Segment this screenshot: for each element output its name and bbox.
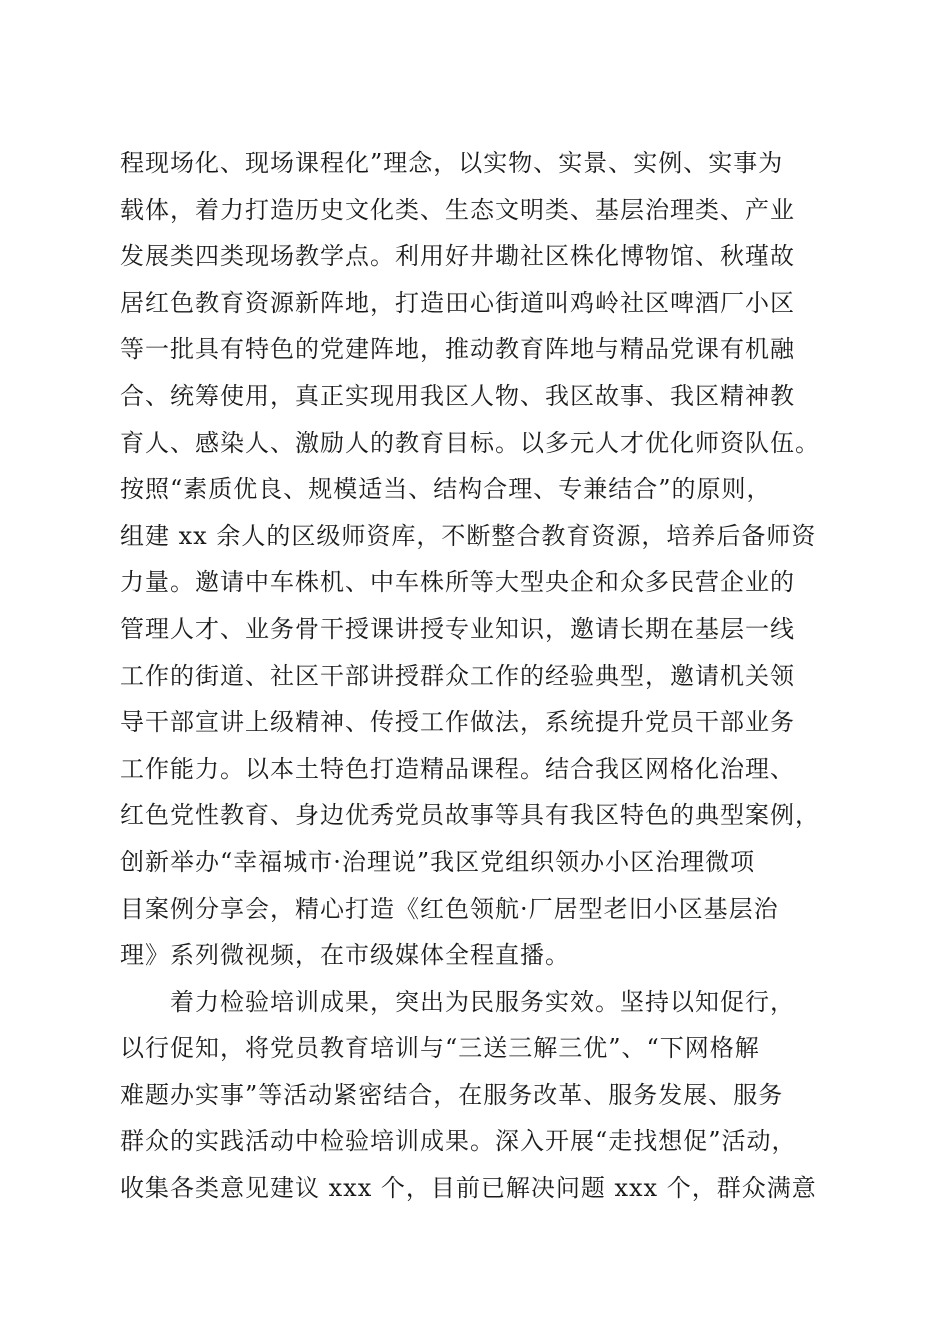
text-line: 力量。邀请中车株机、中车株所等大型央企和众多民营企业的 bbox=[120, 568, 795, 597]
text-line: 管理人才、业务骨干授课讲授专业知识，邀请长期在基层一线 bbox=[120, 614, 795, 643]
text-line: 群众的实践活动中检验培训成果。深入开展“走找想促”活动， bbox=[120, 1127, 797, 1156]
text-line: 难题办实事”等活动紧密结合，在服务改革、服务发展、服务 bbox=[120, 1080, 784, 1109]
text-line: 按照“素质优良、规模适当、结构合理、专兼结合”的原则， bbox=[120, 475, 772, 504]
text-line: 导干部宣讲上级精神、传授工作做法，系统提升党员干部业务 bbox=[120, 708, 795, 737]
text-line: 发展类四类现场教学点。利用好井墈社区株化博物馆、秋瑾故 bbox=[120, 242, 795, 271]
text-line: 以行促知，将党员教育培训与“三送三解三优”、“下网格解 bbox=[120, 1034, 760, 1063]
text-line: 着力检验培训成果，突出为民服务实效。坚持以知促行， bbox=[170, 987, 795, 1016]
text-line: 收集各类意见建议 xxx 个，目前已解决问题 xxx 个，群众满意 bbox=[120, 1174, 817, 1203]
text-line: 工作的街道、社区干部讲授群众工作的经验典型，邀请机关领 bbox=[120, 661, 795, 690]
text-line: 合、统筹使用，真正实现用我区人物、我区故事、我区精神教 bbox=[120, 381, 795, 410]
paragraph-1 bbox=[120, 140, 860, 979]
text-line: 载体，着力打造历史文化类、生态文明类、基层治理类、产业 bbox=[120, 195, 795, 224]
text-line: 程现场化、现场课程化”理念，以实物、实景、实例、实事为 bbox=[120, 149, 784, 177]
body-text bbox=[120, 140, 860, 1212]
text-line: 组建 xx 余人的区级师资库，不断整合教育资源，培养后备师资 bbox=[120, 521, 817, 550]
text-line: 育人、感染人、激励人的教育目标。以多元人才优化师资队伍。 bbox=[120, 428, 820, 457]
text-line: 创新举办“幸福城市·治理说”我区党组织领办小区治理微项 bbox=[120, 847, 756, 876]
text-line: 目案例分享会，精心打造《红色领航·厂居型老旧小区基层治 bbox=[120, 894, 779, 923]
text-line: 等一批具有特色的党建阵地，推动教育阵地与精品党课有机融 bbox=[120, 335, 795, 364]
text-line: 红色党性教育、身边优秀党员故事等具有我区特色的典型案例， bbox=[120, 801, 820, 830]
paragraph-2 bbox=[120, 979, 860, 1212]
text-line: 理》系列微视频，在市级媒体全程直播。 bbox=[120, 941, 570, 970]
text-line: 居红色教育资源新阵地，打造田心街道叫鸡岭社区啤酒厂小区 bbox=[120, 288, 795, 317]
text-line: 工作能力。以本土特色打造精品课程。结合我区网格化治理、 bbox=[120, 754, 795, 783]
